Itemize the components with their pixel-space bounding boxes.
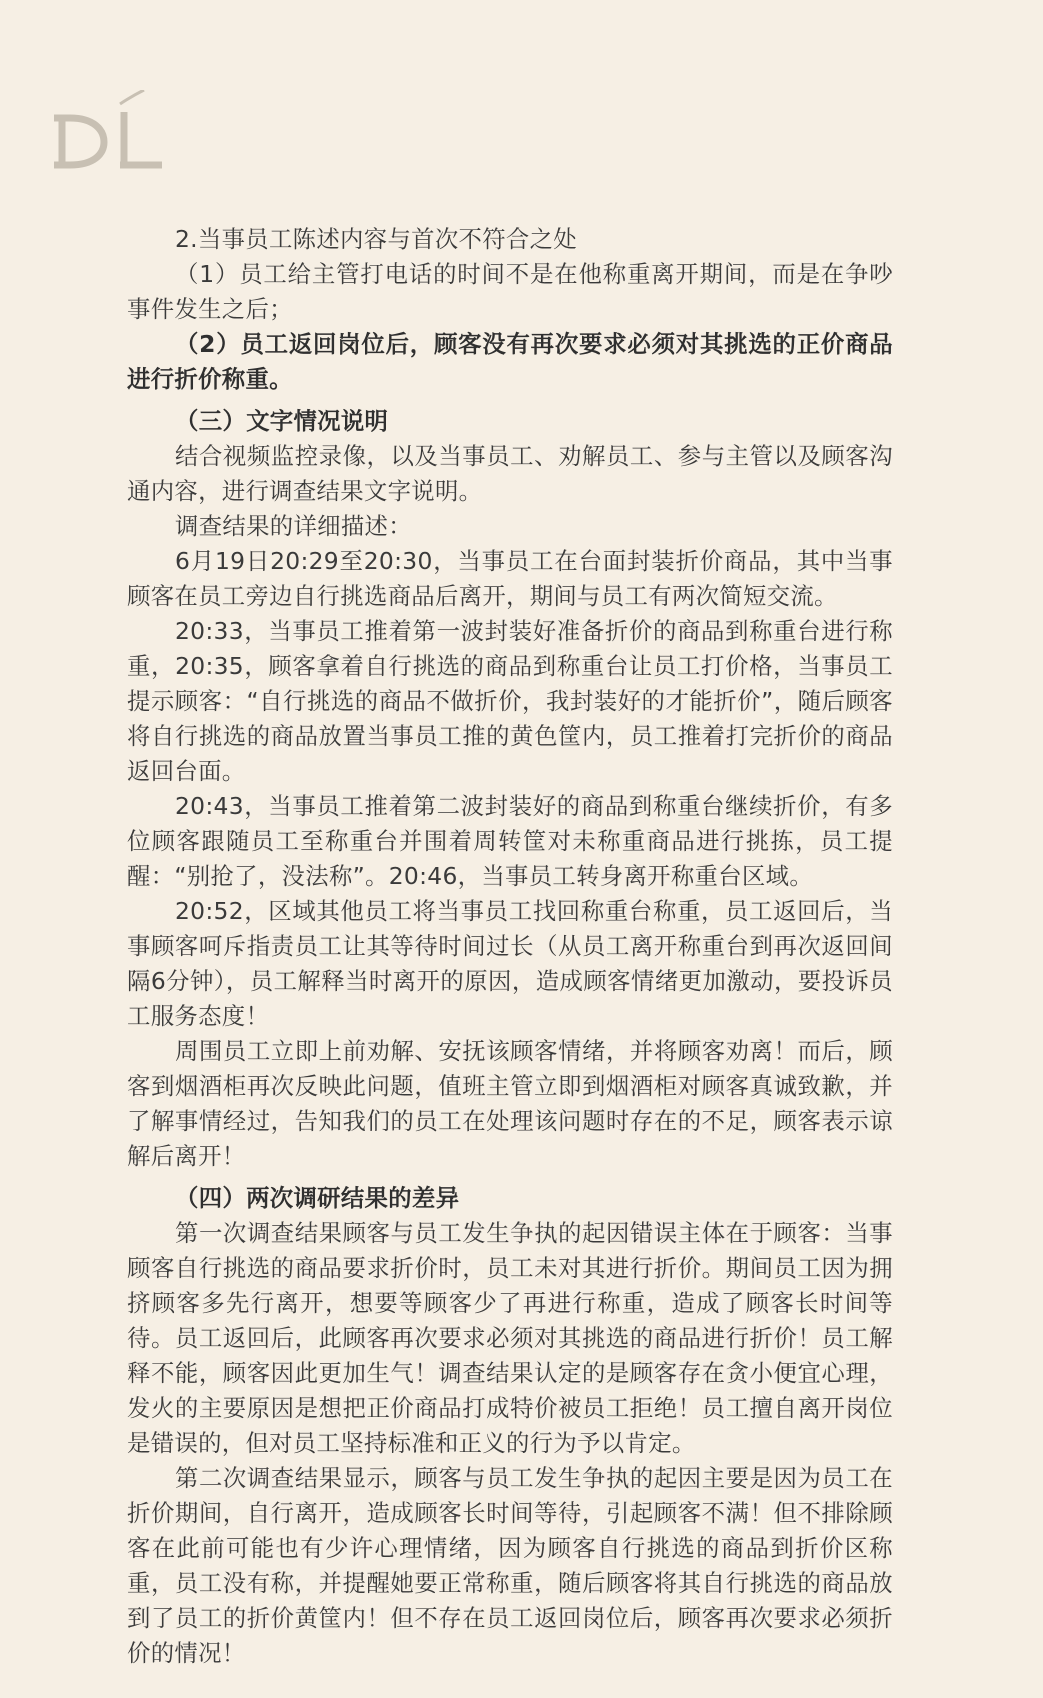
section-heading-4: （四）两次调研结果的差异 [175, 1184, 460, 1212]
paragraph-7: 20:33，当事员工推着第一波封装好准备折价的商品到称重台进行称重，20:35，顾客拿着自行挑选的商品到称重台让员工打价格，当事员工提示顾客：“自行挑选的商品不做折价，我封装好的才能折价”，随后顾客将自行挑选的商品放置当事员工推的黄色筐内，员工推着打完折价的商品返回台面。 [127, 617, 893, 785]
paragraph-2: （1）员工给主管打电话的时间不是在他称重离开期间，而是在争吵事件发生之后； [127, 260, 893, 323]
paragraph-9: 20:52，区域其他员工将当事员工找回称重台称重，员工返回后，当事顾客呵斥指责员工让其等待时间过长（从员工离开称重台到再次返回间隔6分钟），员工解释当时离开的原因，造成顾客情绪更加激动，要投诉员工服务态度！ [127, 897, 893, 1030]
section-heading-3: （三）文字情况说明 [175, 407, 389, 435]
paragraph-10: 周围员工立即上前劝解、安抚该顾客情绪，并将顾客劝离！而后，顾客到烟酒柜再次反映此问题，值班主管立即到烟酒柜对顾客真诚致歉，并了解事情经过，告知我们的员工在处理该问题时存在的不足，顾客表示谅解后离开！ [127, 1037, 893, 1170]
document-body [127, 222, 893, 1671]
paragraph-3: （2）员工返回岗位后，顾客没有再次要求必须对其挑选的正价商品进行折价称重。 [127, 330, 893, 393]
paragraph-5: 调查结果的详细描述： [175, 512, 412, 540]
paragraph-1: 2.当事员工陈述内容与首次不符合之处 [175, 225, 577, 253]
paragraph-4: 结合视频监控录像，以及当事员工、劝解员工、参与主管以及顾客沟通内容，进行调查结果文字说明。 [127, 442, 893, 505]
paragraph-12: 第二次调查结果显示，顾客与员工发生争执的起因主要是因为员工在折价期间，自行离开，造成顾客长时间等待，引起顾客不满！但不排除顾客在此前可能也有少许心理情绪，因为顾客自行挑选的商品到折价区称重，员工没有称，并提醒她要正常称重，随后顾客将其自行挑选的商品放到了员工的折价黄筐内！但不存在员工返回岗位后，顾客再次要求必须折价的情况！ [127, 1464, 893, 1667]
paragraph-11: 第一次调查结果顾客与员工发生争执的起因错误主体在于顾客：当事顾客自行挑选的商品要求折价时，员工未对其进行折价。期间员工因为拥挤顾客多先行离开，想要等顾客少了再进行称重，造成了顾客长时间等待。员工返回后，此顾客再次要求必须对其挑选的商品进行折价！员工解释不能，顾客因此更加生气！调查结果认定的是顾客存在贪小便宜心理，发火的主要原因是想把正价商品打成特价被员工拒绝！员工擅自离开岗位是错误的，但对员工坚持标准和正义的行为予以肯定。 [127, 1219, 893, 1457]
paragraph-8: 20:43，当事员工推着第二波封装好的商品到称重台继续折价，有多位顾客跟随员工至称重台并围着周转筐对未称重商品进行挑拣，员工提醒：“别抢了，没法称”。20:46，当事员工转身离开称重台区域。 [127, 792, 893, 890]
paragraph-6: 6月19日20:29至20:30，当事员工在台面封装折价商品，其中当事顾客在员工旁边自行挑选商品后离开，期间与员工有两次简短交流。 [127, 547, 893, 610]
dl-logo [50, 90, 180, 185]
